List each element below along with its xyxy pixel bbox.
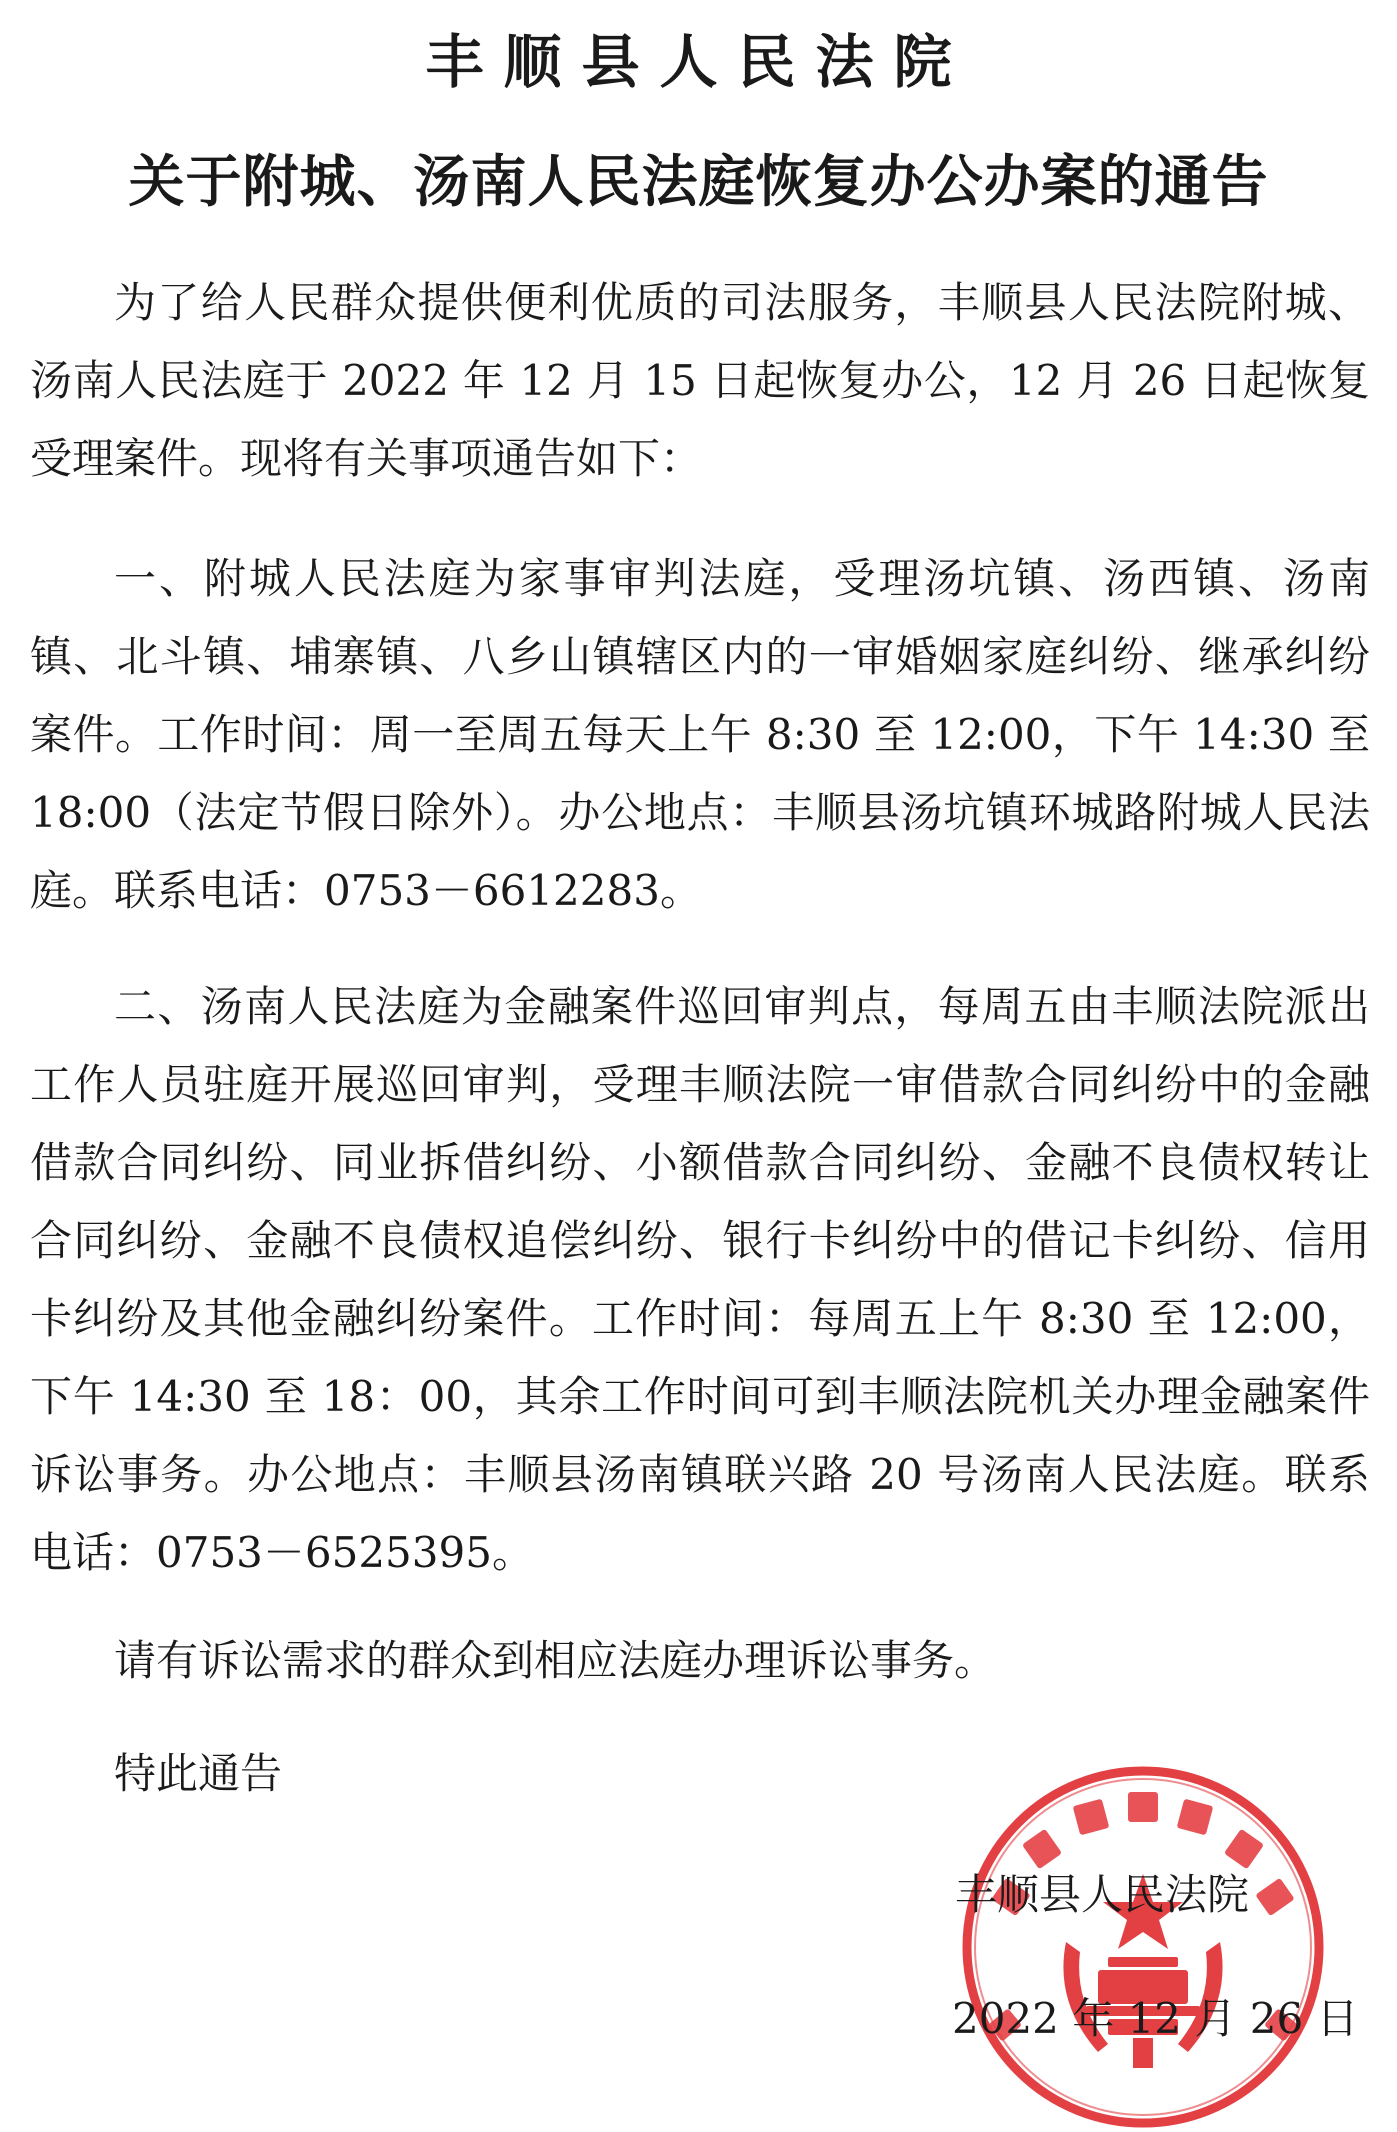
item-one-paragraph: 一、附城人民法庭为家事审判法庭，受理汤坑镇、汤西镇、汤南镇、北斗镇、埔寨镇、八乡山镇辖区内的一审婚姻家庭纠纷、继承纠纷案件。工作时间：周一至周五每天上午 8:30 至 12:00，下午 14:30 至 18:00（法定节假日除外）。办公地点：丰顺县汤坑镇环城路附城人民法庭。联系电话：0753－6612283。 <box>30 554 1370 915</box>
signature-date: 2022 年 12 月 26 日 <box>952 1994 1359 2043</box>
request-paragraph: 请有诉讼需求的群众到相应法庭办理诉讼事务。 <box>114 1636 997 1685</box>
signature-organization: 丰顺县人民法院 <box>955 1870 1250 1919</box>
intro-paragraph: 为了给人民群众提供便利优质的司法服务，丰顺县人民法院附城、汤南人民法庭于 2022 年 12 月 15 日起恢复办公，12 月 26 日起恢复受理案件。现将有关事项通告如下： <box>30 278 1370 483</box>
item-two-paragraph: 二、汤南人民法庭为金融案件巡回审判点，每周五由丰顺法院派出工作人员驻庭开展巡回审判，受理丰顺法院一审借款合同纠纷中的金融借款合同纠纷、同业拆借纠纷、小额借款合同纠纷、金融不良债权转让合同纠纷、金融不良债权追偿纠纷、银行卡纠纷中的借记卡纠纷、信用卡纠纷及其他金融纠纷案件。工作时间：每周五上午 8:30 至 12:00，下午 14:30 至 18：00，其余工作时间可到丰顺法院机关办理金融案件诉讼事务。办公地点：丰顺县汤南镇联兴路 20 号汤南人民法庭。联系电话：0753－6525395。 <box>30 982 1370 1577</box>
notice-title: 关于附城、汤南人民法庭恢复办公办案的通告 <box>128 149 1269 215</box>
court-seal-icon <box>958 1762 1328 2132</box>
court-name-heading: 丰顺县人民法院 <box>425 28 972 96</box>
closing-line: 特此通告 <box>114 1749 283 1798</box>
